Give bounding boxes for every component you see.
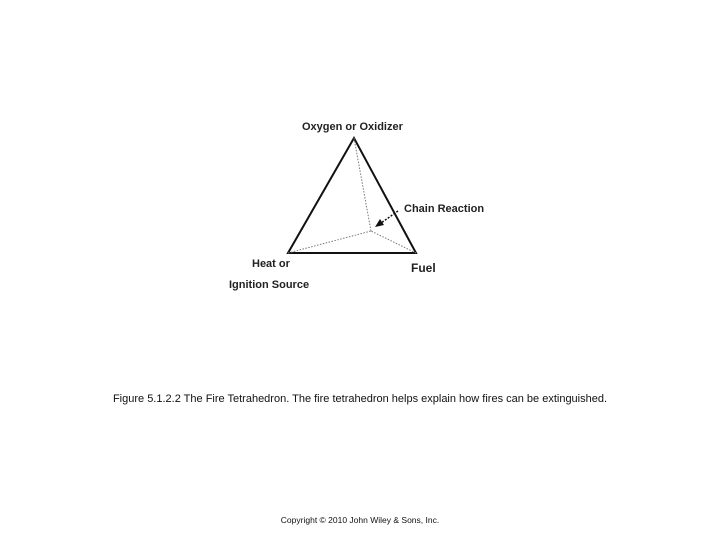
label-fuel: Fuel xyxy=(411,261,436,275)
label-ignition-source: Ignition Source xyxy=(229,279,310,291)
label-chain-reaction: Chain Reaction xyxy=(404,203,485,215)
arrow-head-icon xyxy=(375,219,384,227)
label-heat: Heat or xyxy=(252,258,290,270)
figure-caption: Figure 5.1.2.2 The Fire Tetrahedron. The fire tetrahedron helps explain how fires can be extinguished. xyxy=(112,393,608,405)
hidden-edge-left xyxy=(288,231,371,253)
label-oxygen: Oxygen or Oxidizer xyxy=(302,121,403,133)
copyright-notice: Copyright © 2010 John Wiley & Sons, Inc. xyxy=(280,515,440,525)
